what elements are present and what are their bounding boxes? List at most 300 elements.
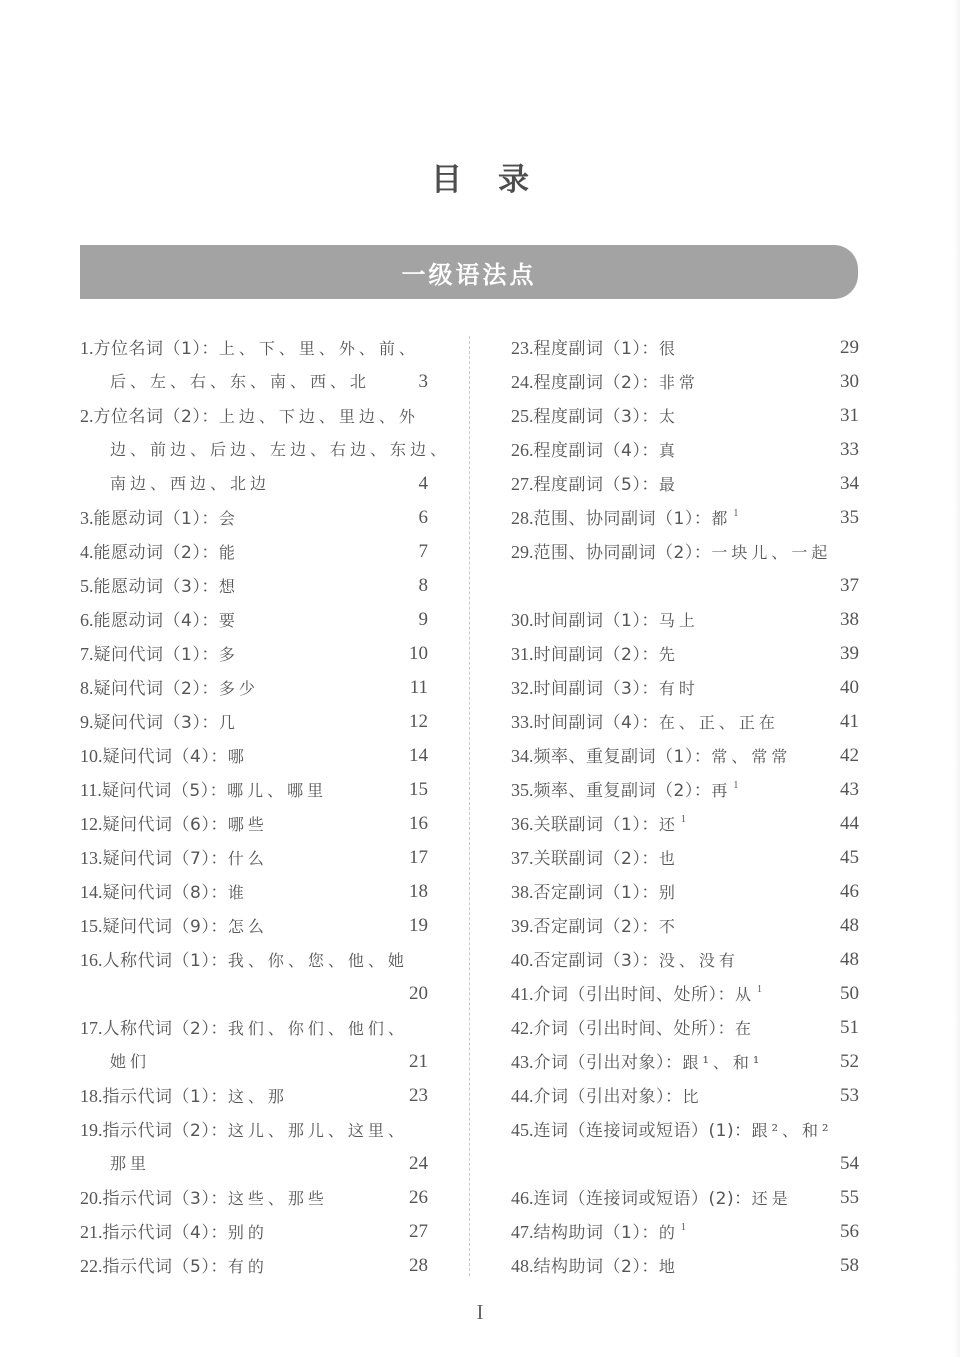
toc-entry-number: 17.: [80, 1018, 103, 1038]
toc-entry-title: 指示代词（5）：: [102, 1257, 228, 1277]
toc-entry-page: 7: [418, 541, 428, 562]
toc-entry-words: 地: [658, 1257, 679, 1276]
toc-entry-page: 38: [840, 609, 859, 630]
footnote-superscript: 1: [757, 984, 763, 995]
toc-entry[interactable]: [511, 365, 859, 399]
toc-entry-title: 人称代词（1）：: [102, 951, 228, 971]
toc-entry-first-line: [511, 943, 859, 977]
toc-entry-words: 这些、那些: [227, 1189, 328, 1208]
toc-entry[interactable]: [511, 1045, 859, 1079]
toc-entry-page: 45: [840, 847, 859, 868]
toc-entry-number: 42.: [511, 1018, 534, 1038]
toc-entry-continuation-line: [80, 977, 428, 1011]
toc-entry-first-line: [511, 773, 859, 807]
page-number: I: [476, 1300, 484, 1324]
toc-entry-words: 有的: [227, 1257, 268, 1276]
toc-entry-words: 比: [682, 1087, 703, 1106]
toc-entry-page: 34: [840, 473, 859, 494]
toc-entry-words: 别: [658, 883, 679, 902]
toc-entry-page: 18: [409, 881, 428, 902]
toc-entry[interactable]: [80, 535, 428, 569]
toc-entry-page: 28: [409, 1255, 428, 1276]
toc-entry-words: 太: [658, 407, 679, 426]
toc-entry-page: 17: [409, 847, 428, 868]
toc-entry-page: 44: [840, 813, 859, 834]
toc-entry-first-line: [80, 331, 428, 365]
toc-entry-words: 这儿、那儿、这里、: [227, 1121, 408, 1140]
toc-entry-title: 频率、重复副词（2）：: [533, 781, 712, 801]
toc-entry-continuation-line: [80, 467, 428, 501]
toc-entry-first-line: [80, 773, 428, 807]
toc-entry-first-line: [80, 1249, 428, 1283]
toc-entry-number: 1.: [80, 338, 94, 358]
toc-entry[interactable]: [511, 535, 859, 603]
toc-entry-number: 3.: [80, 508, 94, 528]
toc-entry-number: 9.: [80, 712, 94, 732]
toc-entry-number: 32.: [511, 678, 534, 698]
toc-entry-words: 谁: [227, 883, 248, 902]
toc-entry-title: 连词（连接词或短语）(2)：: [533, 1189, 752, 1209]
toc-entry-number: 41.: [511, 984, 534, 1004]
toc-entry-words: 一块儿、一起: [711, 543, 832, 562]
toc-entry-number: 43.: [511, 1052, 534, 1072]
toc-entry[interactable]: [511, 1079, 859, 1113]
toc-entry[interactable]: [511, 399, 859, 433]
toc-entry-page: 8: [418, 575, 428, 596]
toc-entry-page: 37: [840, 575, 859, 596]
toc-entry-first-line: [511, 535, 859, 569]
toc-entry-first-line: [511, 1215, 859, 1249]
toc-entry-words: 还: [658, 815, 679, 834]
toc-entry[interactable]: [80, 637, 428, 671]
toc-entry-words: 这、那: [227, 1087, 288, 1106]
toc-entry-page: 42: [840, 745, 859, 766]
toc-entry-page: 53: [840, 1085, 859, 1106]
toc-entry[interactable]: [511, 1181, 859, 1215]
toc-entry-continuation-line: [511, 1147, 859, 1181]
toc-entry[interactable]: [511, 807, 859, 841]
toc-entry[interactable]: [511, 909, 859, 943]
toc-entry[interactable]: [511, 739, 859, 773]
toc-entry-page: 51: [840, 1017, 859, 1038]
toc-entry-words: 会: [218, 509, 239, 528]
toc-entry-title: 人称代词（2）：: [102, 1019, 228, 1039]
toc-entry[interactable]: [80, 1079, 428, 1113]
toc-entry-page: 14: [409, 745, 428, 766]
toc-entry-title: 介词（引出对象）：: [533, 1087, 683, 1107]
toc-entry-page: 3: [418, 371, 428, 392]
toc-entry-page: 50: [840, 983, 859, 1004]
toc-entry-title: 时间副词（2）：: [533, 645, 659, 665]
toc-entry-words: 再: [711, 781, 732, 800]
toc-entry[interactable]: [80, 331, 428, 399]
toc-entry-words: 能: [218, 543, 239, 562]
toc-entry-first-line: [511, 1181, 859, 1215]
toc-entry-first-line: [511, 467, 859, 501]
toc-entry-first-line: [80, 1113, 428, 1147]
toc-entry-title: 介词（引出时间、处所）：: [533, 1019, 735, 1039]
toc-entry-first-line: [80, 739, 428, 773]
toc-entry-number: 29.: [511, 542, 534, 562]
toc-entry[interactable]: [511, 467, 859, 501]
toc-entry-number: 27.: [511, 474, 534, 494]
toc-entry-title: 时间副词（3）：: [533, 679, 659, 699]
toc-entry-words: 在、正、正在: [658, 713, 779, 732]
toc-entry-page: 39: [840, 643, 859, 664]
toc-entry-number: 30.: [511, 610, 534, 630]
toc-entry-words: 我、你、您、他、她: [227, 951, 408, 970]
toc-entry-first-line: [511, 1079, 859, 1113]
page-title: 目录: [431, 162, 565, 198]
toc-entry-page: 29: [840, 337, 859, 358]
toc-entry[interactable]: [80, 603, 428, 637]
toc-entry-first-line: [80, 1011, 428, 1045]
toc-entry-words: 上、下、里、外、前、: [218, 339, 419, 358]
toc-entry[interactable]: [511, 501, 859, 535]
toc-entry-page: 41: [840, 711, 859, 732]
toc-entry-words: 有时: [658, 679, 699, 698]
toc-entry-title: 疑问代词（8）：: [102, 883, 228, 903]
toc-entry-first-line: [511, 1011, 859, 1045]
toc-entry-words: 别的: [227, 1223, 268, 1242]
toc-entry[interactable]: [511, 603, 859, 637]
toc-entry-title: 关联副词（1）：: [533, 815, 659, 835]
toc-entry-words: 也: [658, 849, 679, 868]
toc-entry-page: 16: [409, 813, 428, 834]
toc-entry-number: 36.: [511, 814, 534, 834]
toc-entry-number: 34.: [511, 746, 534, 766]
toc-entry-words: 很: [658, 339, 679, 358]
toc-entry-title: 指示代词（1）：: [102, 1087, 228, 1107]
toc-column-left: [80, 331, 451, 1283]
toc-entry-words: 真: [658, 441, 679, 460]
section-banner-label: 一级语法点: [401, 260, 537, 289]
toc-entry-page: 10: [409, 643, 428, 664]
toc-entry-first-line: [80, 1181, 428, 1215]
toc-entry[interactable]: [511, 875, 859, 909]
toc-entry[interactable]: [511, 943, 859, 977]
toc-entry-first-line: [511, 1045, 859, 1079]
toc-entry-title: 能愿动词（3）：: [93, 577, 219, 597]
toc-entry-title: 程度副词（2）：: [533, 373, 659, 393]
toc-entry-words: 的: [658, 1223, 679, 1242]
toc-entry-number: 48.: [511, 1256, 534, 1276]
toc-entry-page: 55: [840, 1187, 859, 1208]
toc-entry-first-line: [511, 433, 859, 467]
toc-entry[interactable]: [511, 433, 859, 467]
toc-entry-page: 54: [840, 1153, 859, 1174]
toc-column-right: [511, 331, 859, 1283]
toc-entry-page: 56: [840, 1221, 859, 1242]
section-banner: [80, 245, 858, 299]
toc-entry-title: 疑问代词（3）：: [93, 713, 219, 733]
toc-entry-title: 频率、重复副词（1）：: [533, 747, 712, 767]
toc-entry-words: 几: [218, 713, 239, 732]
toc-entry-page: 31: [840, 405, 859, 426]
toc-entry-first-line: [511, 399, 859, 433]
toc-entry-number: 23.: [511, 338, 534, 358]
toc-entry[interactable]: [80, 943, 428, 1011]
toc-entry[interactable]: [80, 1113, 428, 1181]
toc-entry[interactable]: [511, 1215, 859, 1249]
toc-entry-words: 怎么: [227, 917, 268, 936]
toc-entry-first-line: [80, 671, 428, 705]
toc-entry[interactable]: [511, 1011, 859, 1045]
toc-entry-words: 跟²、和²: [751, 1121, 833, 1140]
toc-entry-page: 23: [409, 1085, 428, 1106]
toc-entry-title: 能愿动词（4）：: [93, 611, 219, 631]
toc-entry-number: 11.: [80, 780, 102, 800]
toc-entry-words: 在: [735, 1019, 756, 1038]
toc-entry-number: 46.: [511, 1188, 534, 1208]
toc-entry-words: 想: [218, 577, 239, 596]
toc-entry-number: 22.: [80, 1256, 103, 1276]
toc-entry-title: 范围、协同副词（2）：: [533, 543, 712, 563]
toc-entry-title: 指示代词（2）：: [102, 1121, 228, 1141]
toc-entry-first-line: [511, 671, 859, 705]
toc-entry-words: 多: [218, 645, 239, 664]
toc-entry-title: 结构助词（2）：: [533, 1257, 659, 1277]
toc-entry-continuation-line: [80, 365, 428, 399]
toc-entry-words: 还是: [751, 1189, 792, 1208]
toc-entry-words: 边、前边、后边、左边、右边、东边、: [110, 440, 451, 459]
toc-entry[interactable]: [511, 841, 859, 875]
toc-entry-words: 都: [711, 509, 732, 528]
toc-entry-page: 46: [840, 881, 859, 902]
toc-entry-number: 47.: [511, 1222, 534, 1242]
toc-entry-page: 43: [840, 779, 859, 800]
toc-entry[interactable]: [80, 739, 428, 773]
toc-entry-title: 疑问代词（9）：: [102, 917, 228, 937]
toc-entry-number: 28.: [511, 508, 534, 528]
toc-entry-words: 没、没有: [658, 951, 739, 970]
toc-entry-number: 7.: [80, 644, 94, 664]
toc-entry-page: 26: [409, 1187, 428, 1208]
toc-entry[interactable]: [80, 399, 451, 501]
toc-entry[interactable]: [511, 331, 859, 365]
toc-entry-first-line: [80, 1079, 428, 1113]
toc-entry-number: 13.: [80, 848, 103, 868]
toc-entry-words: 马上: [658, 611, 699, 630]
toc-entry-first-line: [80, 603, 428, 637]
toc-entry-first-line: [511, 977, 859, 1011]
toc-entry-first-line: [80, 1215, 428, 1249]
toc-entry[interactable]: [511, 1113, 859, 1181]
toc-entry-title: 时间副词（1）：: [533, 611, 659, 631]
toc-entry-title: 疑问代词（1）：: [93, 645, 219, 665]
toc-entry-words: 常、常常: [711, 747, 792, 766]
toc-entry-words: 上边、下边、里边、外: [218, 407, 419, 426]
toc-entry-title: 结构助词（1）：: [533, 1223, 659, 1243]
column-divider: [469, 336, 470, 1276]
toc-entry-page: 27: [409, 1221, 428, 1242]
toc-entry-words: 我们、你们、他们、: [227, 1019, 408, 1038]
toc-entry-first-line: [511, 331, 859, 365]
toc-entry-words: 南边、西边、北边: [110, 474, 271, 493]
toc-entry-first-line: [80, 637, 428, 671]
toc-entry-title: 疑问代词（6）：: [102, 815, 228, 835]
toc-entry-first-line: [511, 637, 859, 671]
toc-entry-first-line: [80, 535, 428, 569]
footnote-superscript: 1: [680, 1222, 686, 1233]
toc-entry-first-line: [511, 875, 859, 909]
toc-entry-title: 疑问代词（5）：: [101, 781, 228, 801]
toc-entry-number: 24.: [511, 372, 534, 392]
toc-entry-page: 21: [409, 1051, 428, 1072]
toc-entry-title: 能愿动词（1）：: [93, 509, 219, 529]
toc-entry[interactable]: [511, 671, 859, 705]
toc-entry-number: 40.: [511, 950, 534, 970]
toc-entry-number: 8.: [80, 678, 94, 698]
toc-entry-title: 关联副词（2）：: [533, 849, 659, 869]
footnote-superscript: 1: [733, 780, 739, 791]
toc-entry-page: 6: [418, 507, 428, 528]
toc-entry-page: 20: [409, 983, 428, 1004]
toc-entry-page: 52: [840, 1051, 859, 1072]
toc-entry-page: 48: [840, 949, 859, 970]
toc-entry-words: 她们: [110, 1052, 151, 1071]
toc-entry-number: 15.: [80, 916, 103, 936]
toc-entry-number: 26.: [511, 440, 534, 460]
toc-entry-page: 11: [409, 677, 428, 698]
toc-entry-number: 37.: [511, 848, 534, 868]
toc-entry-page: 19: [409, 915, 428, 936]
toc-entry-first-line: [511, 603, 859, 637]
toc-entry-number: 20.: [80, 1188, 103, 1208]
toc-entry-continuation-line: [511, 569, 859, 603]
toc-entry-title: 指示代词（3）：: [102, 1189, 228, 1209]
toc-entry-number: 6.: [80, 610, 94, 630]
toc-entry-first-line: [511, 1113, 859, 1147]
toc-entry-first-line: [511, 739, 859, 773]
toc-entry-number: 38.: [511, 882, 534, 902]
toc-entry-continuation-line: [80, 433, 451, 467]
toc-entry-title: 疑问代词（4）：: [102, 747, 228, 767]
toc-entry-first-line: [80, 943, 428, 977]
toc-entry-page: 24: [409, 1153, 428, 1174]
toc-entry[interactable]: [80, 909, 428, 943]
toc-entry-words: 先: [658, 645, 679, 664]
toc-entry[interactable]: [80, 671, 428, 705]
toc-entry-words: 最: [658, 475, 679, 494]
toc-entry-first-line: [511, 365, 859, 399]
toc-entry-number: 10.: [80, 746, 103, 766]
toc-entry-title: 程度副词（3）：: [533, 407, 659, 427]
toc-entry-number: 45.: [511, 1120, 534, 1140]
toc-entry[interactable]: [80, 875, 428, 909]
toc-entry-title: 程度副词（1）：: [533, 339, 659, 359]
toc-entry[interactable]: [80, 1181, 428, 1215]
toc-entry-page: 40: [840, 677, 859, 698]
toc-entry-title: 连词（连接词或短语）(1)：: [533, 1121, 752, 1141]
toc-entry[interactable]: [80, 807, 428, 841]
toc-entry-number: 18.: [80, 1086, 103, 1106]
toc-entry[interactable]: [80, 705, 428, 739]
toc-entry[interactable]: [511, 637, 859, 671]
toc-entry-number: 33.: [511, 712, 534, 732]
toc-entry-number: 31.: [511, 644, 534, 664]
toc-entry-words: 后、左、右、东、南、西、北: [110, 372, 371, 391]
toc-entry-words: 哪儿、哪里: [227, 781, 328, 800]
toc-entry-words: 非常: [658, 373, 699, 392]
toc-entry[interactable]: [80, 773, 428, 807]
toc-entry[interactable]: [80, 501, 428, 535]
toc-entry-first-line: [80, 705, 428, 739]
toc-entry[interactable]: [80, 569, 428, 603]
toc-entry[interactable]: [511, 977, 859, 1011]
toc-entry-words: 那里: [110, 1154, 151, 1173]
toc-entry-first-line: [80, 399, 428, 433]
toc-entry[interactable]: [511, 1249, 859, 1283]
toc-entry-title: 方位名词（1）：: [93, 339, 219, 359]
toc-entry-title: 否定副词（1）：: [533, 883, 659, 903]
toc-entry-first-line: [80, 807, 428, 841]
toc-entry-number: 19.: [80, 1120, 103, 1140]
toc-entry-words: 多少: [218, 679, 259, 698]
toc-entry-page: 9: [418, 609, 428, 630]
toc-entry-first-line: [511, 1249, 859, 1283]
toc-entry-page: 4: [418, 473, 428, 494]
toc-entry-words: 哪: [227, 747, 248, 766]
toc-entry-number: 4.: [80, 542, 94, 562]
toc-entry-page: 48: [840, 915, 859, 936]
toc-entry-title: 能愿动词（2）：: [93, 543, 219, 563]
footnote-superscript: 1: [733, 508, 739, 519]
toc-entry-number: 44.: [511, 1086, 534, 1106]
toc-entry-first-line: [511, 501, 859, 535]
toc-entry[interactable]: [80, 1215, 428, 1249]
toc-entry-number: 35.: [511, 780, 534, 800]
toc-entry-number: 12.: [80, 814, 103, 834]
toc-entry-title: 疑问代词（7）：: [102, 849, 228, 869]
toc-entry-number: 21.: [80, 1222, 103, 1242]
toc-entry-title: 程度副词（4）：: [533, 441, 659, 461]
toc-entry-first-line: [511, 807, 859, 841]
toc-entry-title: 时间副词（4）：: [533, 713, 659, 733]
toc-entry-first-line: [80, 841, 428, 875]
toc-entry[interactable]: [511, 773, 859, 807]
toc-entry-first-line: [80, 501, 428, 535]
toc-entry-title: 范围、协同副词（1）：: [533, 509, 712, 529]
toc-entry-title: 否定副词（2）：: [533, 917, 659, 937]
toc-entry-words: 要: [218, 611, 239, 630]
toc-entry[interactable]: [80, 1011, 428, 1079]
toc-entry-first-line: [80, 569, 428, 603]
toc-entry-first-line: [511, 841, 859, 875]
toc-entry-title: 介词（引出时间、处所）：: [533, 985, 735, 1005]
toc-entry[interactable]: [80, 841, 428, 875]
toc-entry-page: 30: [840, 371, 859, 392]
toc-entry-number: 39.: [511, 916, 534, 936]
toc-entry-number: 5.: [80, 576, 94, 596]
footnote-superscript: 1: [680, 814, 686, 825]
toc-entry[interactable]: [511, 705, 859, 739]
toc-entry-number: 2.: [80, 406, 94, 426]
toc-entry-page: 12: [409, 711, 428, 732]
toc-entry-title: 介词（引出对象）：: [533, 1053, 683, 1073]
toc-entry-number: 25.: [511, 406, 534, 426]
toc-entry[interactable]: [80, 1249, 428, 1283]
toc-entry-words: 跟¹、和¹: [682, 1053, 764, 1072]
toc-entry-page: 33: [840, 439, 859, 460]
toc-entry-words: 哪些: [227, 815, 268, 834]
toc-entry-title: 指示代词（4）：: [102, 1223, 228, 1243]
toc-entry-first-line: [80, 875, 428, 909]
toc-entry-continuation-line: [80, 1147, 428, 1181]
toc-entry-page: 35: [840, 507, 859, 528]
toc-entry-number: 16.: [80, 950, 103, 970]
toc-entry-page: 58: [840, 1255, 859, 1276]
